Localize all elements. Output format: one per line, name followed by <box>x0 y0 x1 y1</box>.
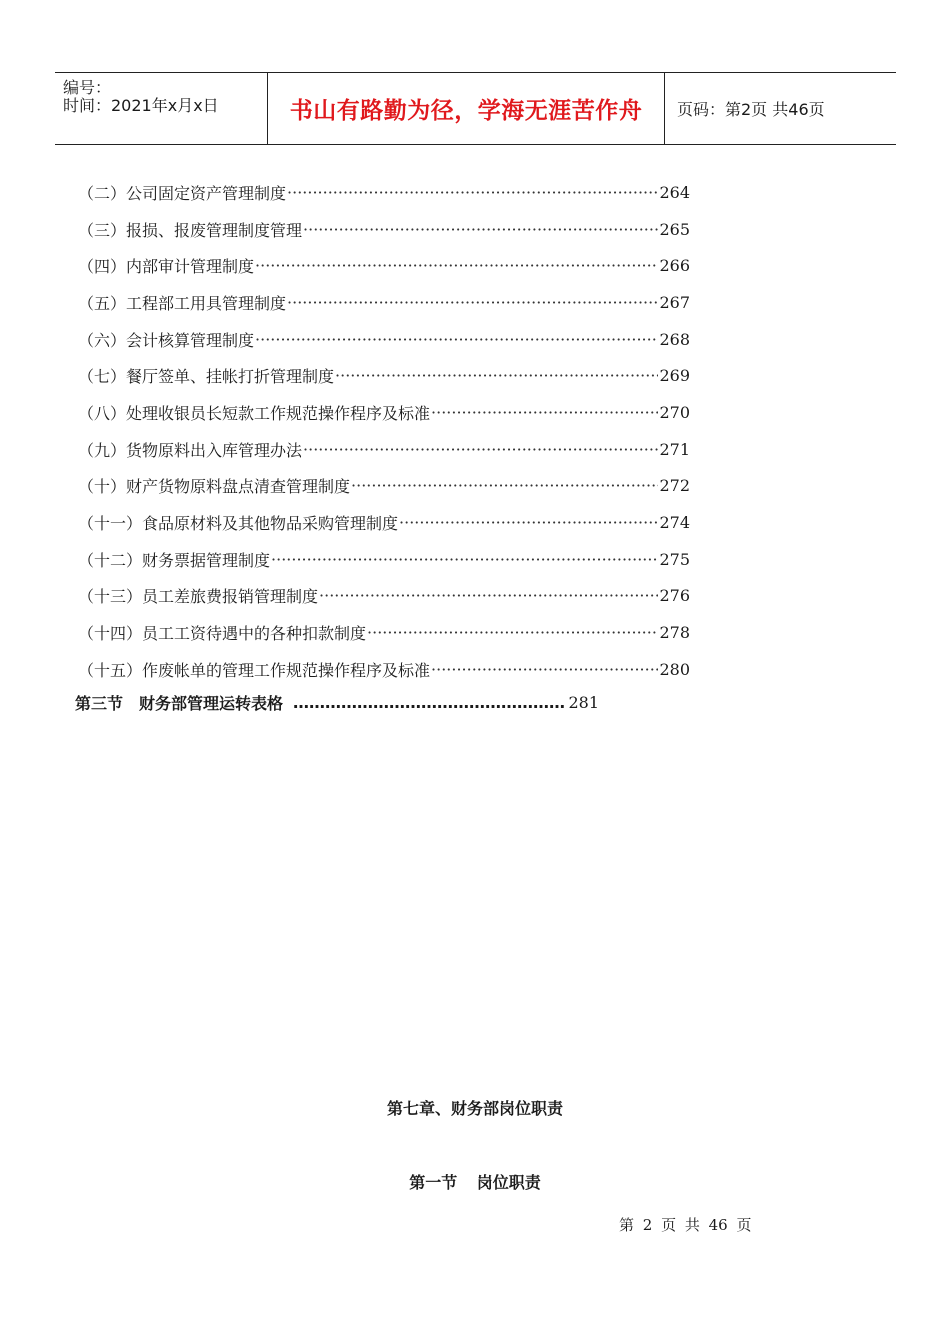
toc-entry[interactable] <box>78 247 690 284</box>
toc-entry-label: （七）餐厅签单、挂帐打折管理制度 <box>78 367 335 387</box>
toc-entry-page: 276 <box>659 586 690 606</box>
date-line: 时间：2021年x月x日 <box>63 96 219 115</box>
toc-entry-page: 278 <box>659 623 690 643</box>
toc-entry[interactable] <box>78 504 690 541</box>
toc-entry[interactable] <box>78 321 690 358</box>
toc-leader-dots <box>287 293 658 312</box>
toc-entry-label: （六）会计核算管理制度 <box>78 330 255 350</box>
toc-leader-dots <box>271 550 658 569</box>
toc-entry-page: 272 <box>659 476 690 496</box>
toc-entry-page: 280 <box>659 659 690 679</box>
table-of-contents <box>78 174 690 688</box>
header-meta <box>55 73 268 144</box>
toc-leader-dots <box>431 403 658 422</box>
toc-entry[interactable] <box>78 614 690 651</box>
toc-entry-label: （三）报损、报废管理制度管理 <box>78 220 303 240</box>
toc-entry-label: （九）货物原料出入库管理办法 <box>78 440 303 460</box>
toc-leader-dots <box>293 693 566 712</box>
motto-text: 书山有路勤为径，学海无涯苦作舟 <box>289 98 643 124</box>
toc-entry-label: （十）财产货物原料盘点清查管理制度 <box>78 477 351 497</box>
toc-leader-dots <box>399 513 658 532</box>
toc-entry-page: 269 <box>659 366 690 386</box>
toc-section-page: 281 <box>568 693 599 712</box>
toc-entry[interactable] <box>78 174 690 211</box>
toc-entry-page: 271 <box>659 439 690 459</box>
header-page-info: 页码：第2页 共46页 <box>677 100 825 119</box>
toc-entry-page: 266 <box>659 256 690 276</box>
toc-leader-dots <box>319 586 658 605</box>
page-footer: 第 2 页 共 46 页 <box>619 1216 752 1234</box>
toc-entry-label: （十四）员工工资待遇中的各种扣款制度 <box>78 624 367 644</box>
toc-leader-dots <box>255 256 658 275</box>
toc-entry-page: 268 <box>659 329 690 349</box>
toc-entry-page: 264 <box>659 182 690 202</box>
toc-entry-page: 274 <box>659 513 690 533</box>
toc-section-label: 第三节 财务部管理运转表格 <box>75 694 284 713</box>
toc-leader-dots <box>431 660 658 679</box>
toc-leader-dots <box>351 476 658 495</box>
toc-leader-dots <box>367 623 658 642</box>
toc-leader-dots <box>303 220 658 239</box>
toc-entry[interactable] <box>78 541 690 578</box>
toc-entry-label: （十三）员工差旅费报销管理制度 <box>78 587 319 607</box>
toc-entry-page: 267 <box>659 292 690 312</box>
toc-entry[interactable] <box>78 284 690 321</box>
toc-section-entry[interactable] <box>75 691 599 714</box>
toc-entry[interactable] <box>78 431 690 468</box>
toc-entry[interactable] <box>78 468 690 505</box>
toc-leader-dots <box>303 440 658 459</box>
toc-entry-label: （十一）食品原材料及其他物品采购管理制度 <box>78 514 399 534</box>
code-label: 编号： <box>63 78 112 97</box>
chapter-title: 第七章、财务部岗位职责 <box>386 1099 563 1118</box>
toc-entry[interactable] <box>78 394 690 431</box>
toc-entry-label: （四）内部审计管理制度 <box>78 257 255 277</box>
toc-entry[interactable] <box>78 357 690 394</box>
toc-entry-label: （十五）作废帐单的管理工作规范操作程序及标准 <box>78 660 431 680</box>
toc-entry[interactable] <box>78 211 690 248</box>
toc-entry-label: （十二）财务票据管理制度 <box>78 550 271 570</box>
toc-entry-label: （五）工程部工用具管理制度 <box>78 293 287 313</box>
toc-entry[interactable] <box>78 578 690 615</box>
toc-leader-dots <box>255 330 658 349</box>
header-motto-cell <box>268 73 665 144</box>
toc-entry-label: （八）处理收银员长短款工作规范操作程序及标准 <box>78 403 431 423</box>
toc-leader-dots <box>287 183 658 202</box>
toc-entry-page: 270 <box>659 402 690 422</box>
section-title: 第一节 岗位职责 <box>409 1173 541 1192</box>
toc-entry-page: 275 <box>659 549 690 569</box>
toc-entry-label: （二）公司固定资产管理制度 <box>78 183 287 203</box>
page-header <box>55 72 896 145</box>
toc-leader-dots <box>335 366 658 385</box>
toc-entry[interactable] <box>78 651 690 688</box>
toc-entry-page: 265 <box>659 219 690 239</box>
